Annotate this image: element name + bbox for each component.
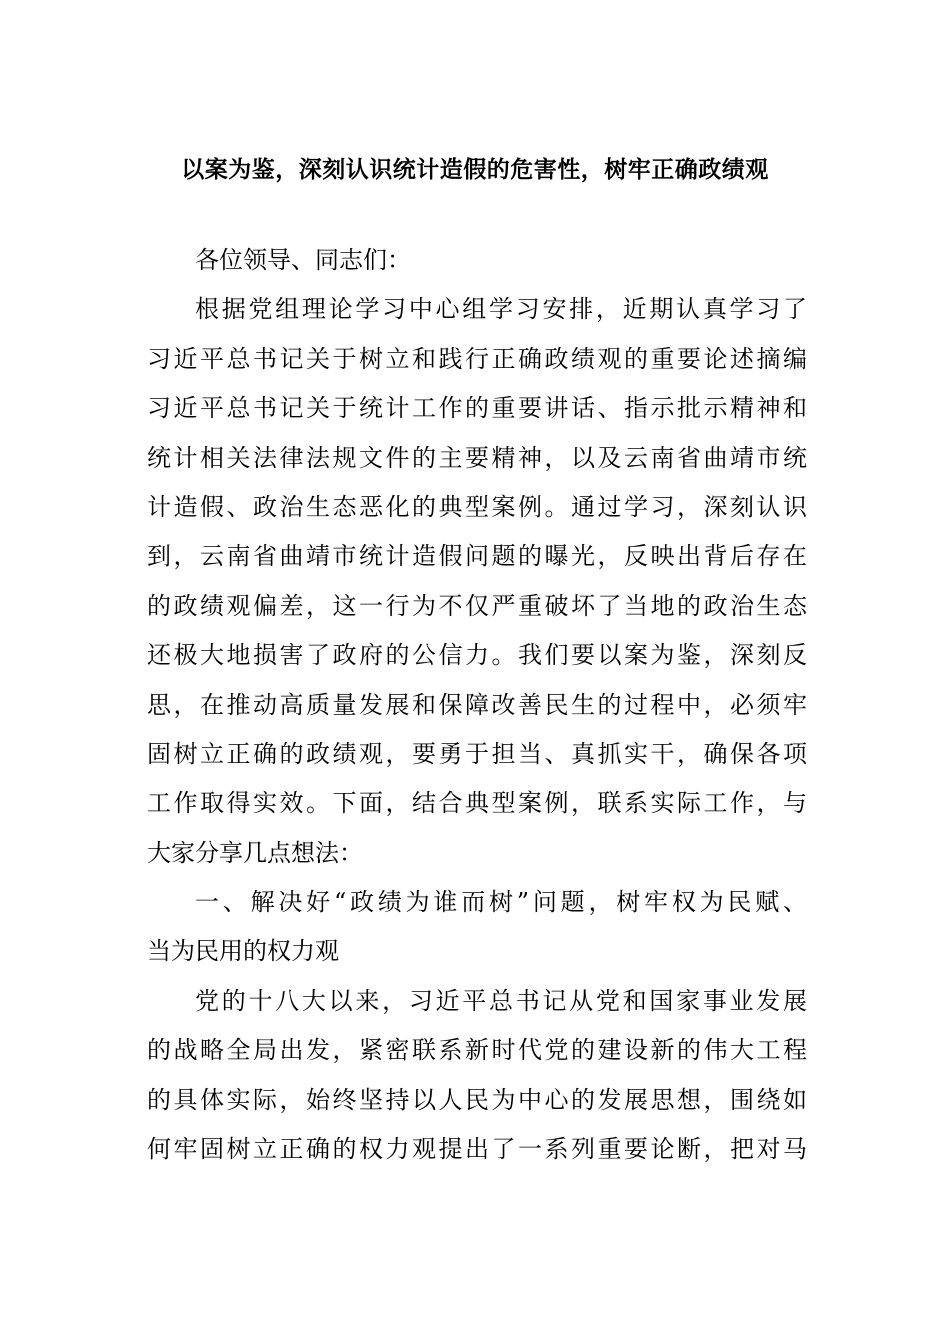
paragraph-line: 还极大地损害了政府的公信力。我们要以案为鉴，深刻反 <box>147 641 807 670</box>
paragraph-line: 计造假、政治生态恶化的典型案例。通过学习，深刻认识 <box>147 492 807 521</box>
salutation-line: 各位领导、同志们： <box>195 246 411 274</box>
section-heading-line: 当为民用的权力观 <box>147 937 339 966</box>
paragraph-line: 到，云南省曲靖市统计造假问题的曝光，反映出背后存在 <box>147 542 807 571</box>
document-title: 以案为鉴，深刻认识统计造假的危害性，树牢正确政绩观 <box>181 156 769 183</box>
paragraph-line: 的政绩观偏差，这一行为不仅严重破坏了当地的政治生态 <box>147 591 807 620</box>
paragraph-line: 统计相关法律法规文件的主要精神，以及云南省曲靖市统 <box>147 443 807 472</box>
paragraph-line: 党的十八大以来，习近平总书记从党和国家事业发展 <box>195 986 807 1015</box>
paragraph-line: 根据党组理论学习中心组学习安排，近期认真学习了 <box>195 295 807 324</box>
paragraph-line: 工作取得实效。下面，结合典型案例，联系实际工作，与 <box>147 789 807 818</box>
paragraph-line: 思，在推动高质量发展和保障改善民生的过程中，必须牢 <box>147 690 807 719</box>
section-heading-line: 一、解决好“政绩为谁而树”问题，树牢权为民赋、 <box>195 888 807 917</box>
paragraph-line: 的具体实际，始终坚持以人民为中心的发展思想，围绕如 <box>147 1085 807 1114</box>
paragraph-line: 的战略全局出发，紧密联系新时代党的建设新的伟大工程 <box>147 1036 807 1065</box>
paragraph-line: 固树立正确的政绩观，要勇于担当、真抓实干，确保各项 <box>147 739 807 768</box>
paragraph-line: 大家分享几点想法： <box>147 838 363 867</box>
paragraph-line: 何牢固树立正确的权力观提出了一系列重要论断，把对马 <box>147 1135 807 1164</box>
paragraph-line: 习近平总书记关于树立和践行正确政绩观的重要论述摘编 <box>147 344 807 373</box>
document-body <box>147 236 807 1174</box>
paragraph-line: 习近平总书记关于统计工作的重要讲话、指示批示精神和 <box>147 394 807 423</box>
